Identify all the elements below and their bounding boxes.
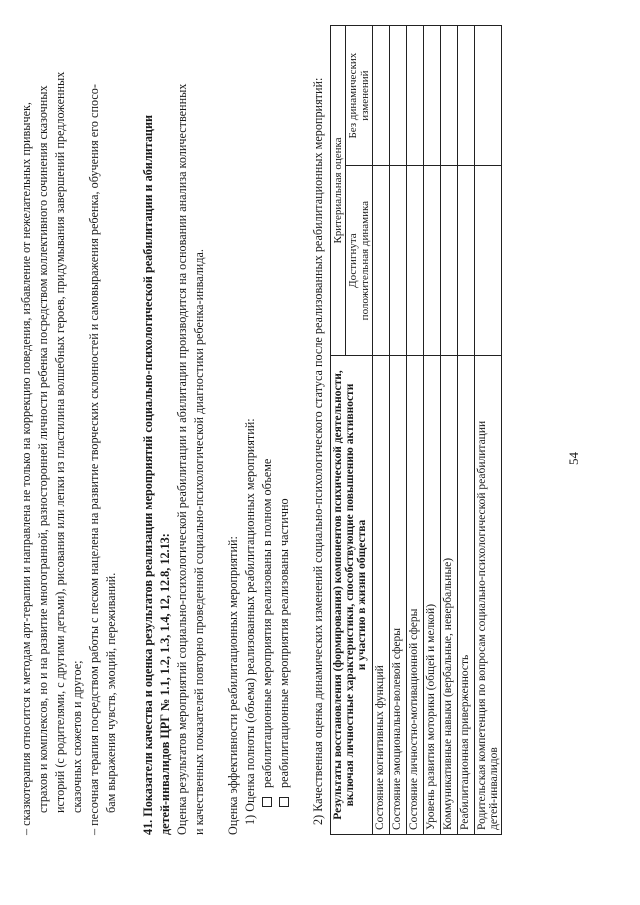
intro-line-5: – песочная терапия посредством работы с песком нацелена на развитие творческих склонностей и самовыражения ребенка, обучения его спосо- [87,84,101,835]
row-label: Уровень развития моторики (общей и мелкой) [424,356,441,835]
row-label-line-1: Родительская компетенция по вопросам социально-психологической реабилитации [476,420,488,830]
header-criteria: Критериальная оценка [331,26,346,356]
cell-positive[interactable] [458,166,475,356]
cell-no-change[interactable] [407,26,424,166]
cell-positive[interactable] [475,166,502,356]
row-label: Коммуникативные навыки (вербальные, невербальные) [441,356,458,835]
cell-positive[interactable] [390,166,407,356]
intro-line-4: сказочных сюжетов и другое; [70,660,84,813]
table-row [373,26,390,835]
row-label [475,356,502,835]
table-row [458,26,475,835]
table-row [441,26,458,835]
row-label: Состояние личностно-мотивационной сферы [407,356,424,835]
cell-no-change[interactable] [458,26,475,166]
row-label: Состояние когнитивных функций [373,356,390,835]
section-heading-1: 41. Показатели качества и оценка результатов реализации мероприятий социально-психологической реабилитации и абилитации [141,115,155,835]
cell-positive[interactable] [424,166,441,356]
cell-positive[interactable] [407,166,424,356]
page-number: 54 [566,452,581,465]
option-full-label: реабилитационные мероприятия реализованы в полном объеме [260,458,274,788]
efficiency-item-1: 1) Оценка полноты (объема) реализованных реабилитационных мероприятий: [243,418,257,825]
cell-no-change[interactable] [373,26,390,166]
table-row [475,26,502,835]
intro-line-1: – сказкотерапия относится к методам арт-терапии и направлена не только на коррекцию поведения, избавление от нежелательных привычек, [19,102,33,835]
option-partial-label: реабилитационные мероприятия реализованы частично [277,498,291,788]
cell-no-change[interactable] [424,26,441,166]
intro-line-2: страхов и комплексов, но и на развитие многогранной, разносторонней личности ребенка посредством коллективного сочинения сказочных [36,85,50,813]
header-no-change-line-1: Без динамических [347,52,359,139]
cell-no-change[interactable] [390,26,407,166]
cell-no-change[interactable] [475,26,502,166]
checkbox-partial[interactable] [279,797,289,807]
row-label-line-2: детей-инвалидов [488,747,500,830]
table-row [424,26,441,835]
cell-positive[interactable] [373,166,390,356]
efficiency-item-2: 2) Качественная оценка динамических изменений социально-психологического статуса после реализованных реабилитационных мероприятий: [311,77,325,825]
header-positive-line-1: Достигнута [347,233,359,288]
table-row [407,26,424,835]
checkbox-full[interactable] [262,797,272,807]
header-results-line-3: и участию в жизни общества [356,519,368,671]
row-label: Реабилитационная приверженность [458,356,475,835]
section-text-1: Оценка результатов мероприятий социально-психологической реабилитации и абилитации производится на основании анализа количественных [175,83,189,835]
assessment-table [330,25,502,835]
option-full [259,459,276,807]
intro-line-6: бам выражения чувств, эмоций, переживаний. [104,572,118,813]
header-results [331,356,373,835]
option-partial [276,498,293,807]
section-heading-2: детей-инвалидов ЦРГ № 1.1, 1.2, 1.3, 1.4, 12, 12.8, 12.13: [158,533,172,835]
cell-no-change[interactable] [441,26,458,166]
header-no-change [346,26,373,166]
header-no-change-line-2: изменений [359,70,371,121]
row-label: Состояние эмоционально-волевой сферы [390,356,407,835]
table-row [390,26,407,835]
intro-line-3: историй (с родителями, с другими детьми), рисования или лепки из пластилина волшебных героев, придумывания завершений предложенных [53,71,67,813]
header-positive [346,166,373,356]
cell-positive[interactable] [441,166,458,356]
section-text-2: и качественных показателей повторно проведенной социально-психологической диагностики ребенка-инвалида. [192,249,206,835]
header-results-line-1: Результаты восстановления (формирования) компонентов психической деятельности, [332,370,344,820]
header-results-line-2: включая личностные характеристики, способствующие повышению активности [344,383,356,807]
table-header-row [331,26,346,835]
efficiency-title: Оценка эффективности реабилитационных мероприятий: [226,536,240,835]
header-positive-line-2: положительная динамика [359,200,371,321]
